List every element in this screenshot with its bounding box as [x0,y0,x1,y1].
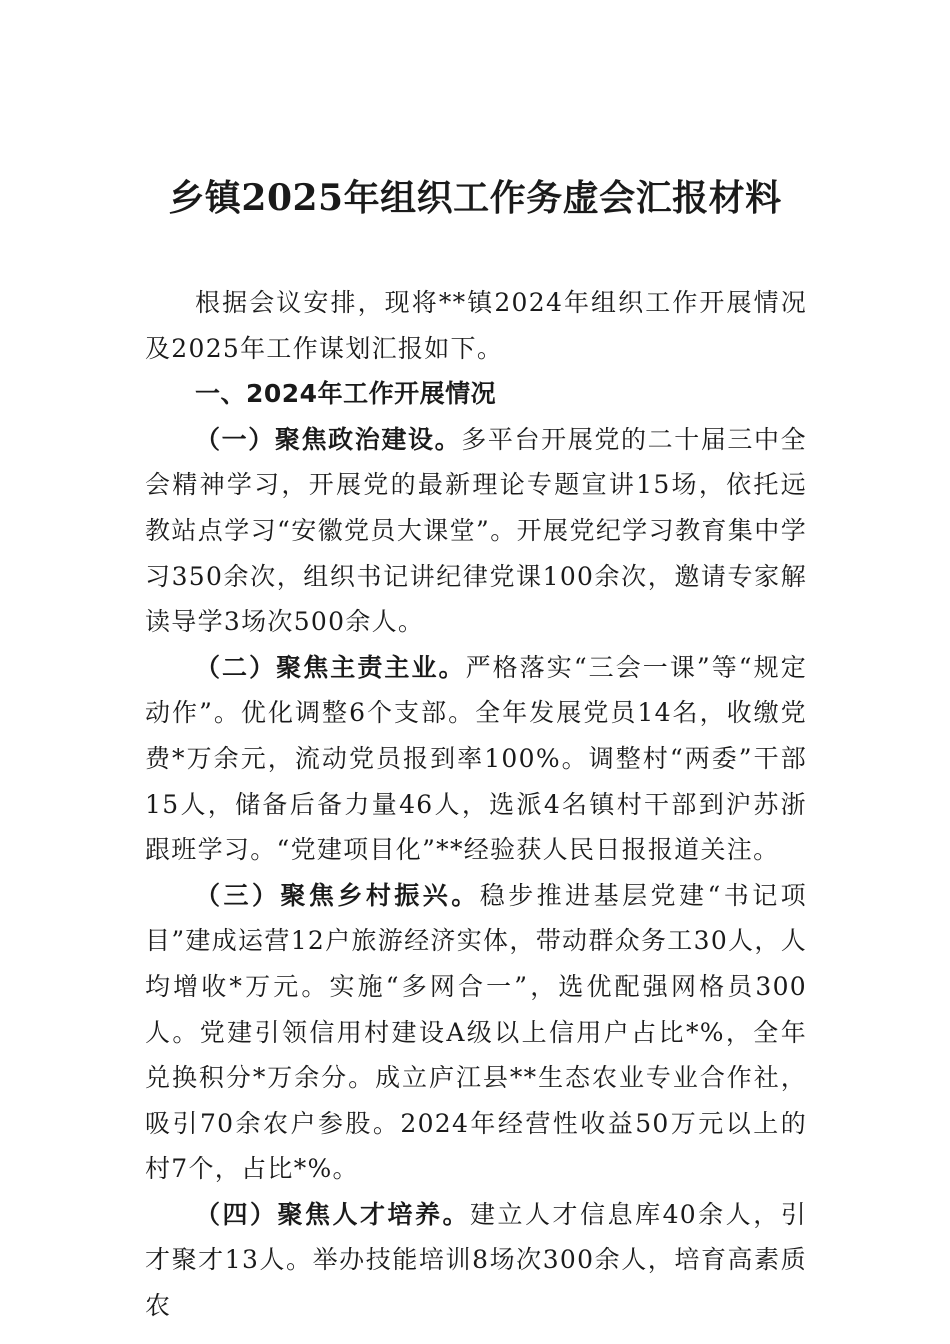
paragraph-text: 多平台开展党的二十届三中全会精神学习，开展党的最新理论专题宣讲15场，依托远教站点学习“安徽党员大课堂”。开展党纪学习教育集中学习350余次，组织书记讲纪律党课100余次，邀请专家解读导学3场次500余人。 [145,424,807,637]
paragraph-lead: （三）聚焦乡村振兴。 [195,880,480,910]
paragraph-text: 建立人才信息库40余人，引才聚才13人。举办技能培训8场次300余人，培育高素质农 [145,1199,807,1321]
intro-paragraph: 根据会议安排，现将**镇2024年组织工作开展情况及2025年工作谋划汇报如下。 [145,288,807,363]
paragraph-political [145,417,807,645]
paragraph-text: 严格落实“三会一课”等“规定动作”。优化调整6个支部。全年发展党员14名，收缴党费*万余元，流动党员报到率100%。调整村“两委”干部15人，储备后备力量46人，选派4名镇村干部到沪苏浙跟班学习。“党建项目化”**经验获人民日报报道关注。 [145,652,807,865]
document-title: 乡镇2025年组织工作务虚会汇报材料 [168,177,782,219]
paragraph-lead: （一）聚焦政治建设。 [195,424,462,454]
paragraph-rural [145,873,807,1192]
paragraph-lead: （二）聚焦主责主业。 [195,652,466,682]
paragraph-text: 稳步推进基层党建“书记项目”建成运营12户旅游经济实体，带动群众务工30人，人均增收*万元。实施“多网合一”，选优配强网格员300人。党建引领信用村建设A级以上信用户占比*%，全年兑换积分*万余分。成立庐江县**生态农业专业合作社，吸引70余农户参股。2024年经营性收益50万元以上的村7个，占比*%。 [145,880,807,1184]
section-heading: 一、2024年工作开展情况 [195,379,497,409]
document-body [145,280,807,1329]
paragraph-duties [145,645,807,873]
paragraph-talent [145,1192,807,1329]
paragraph-lead: （四）聚焦人才培养。 [195,1199,471,1229]
